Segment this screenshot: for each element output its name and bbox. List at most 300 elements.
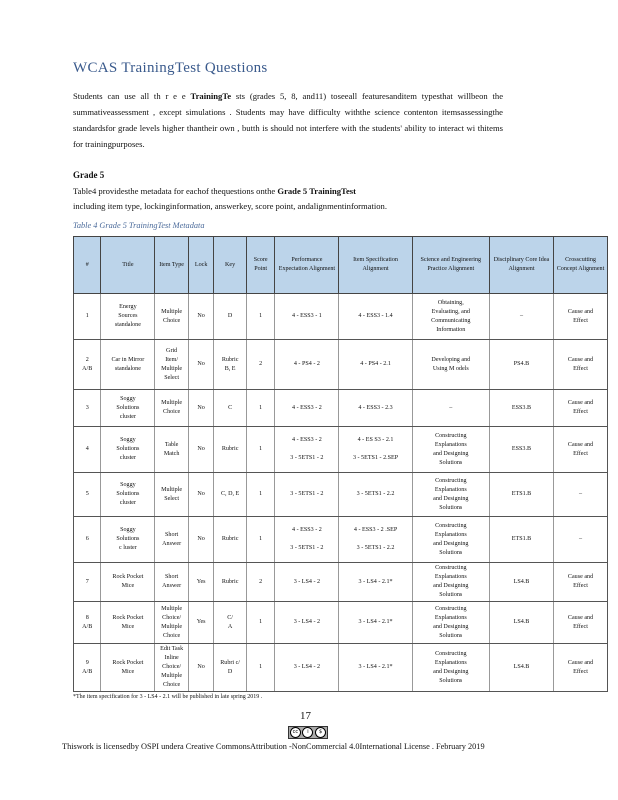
cell-text: Effect [573,317,588,324]
cell-text: Multiple [161,623,183,630]
table-cell-score [246,563,274,602]
page-title: WCAS TrainingTest Questions [73,60,268,76]
cell-text: 4 - ESS3 - 1 [292,313,322,319]
cell-text: No [197,536,205,542]
table-cell-pe [275,473,339,517]
table-intro-bold-text: Grade 5 TrainingTest [277,186,357,196]
cell-text: Solutions [439,459,463,466]
cell-text: Solutions [439,592,463,598]
cell-text: Cause and [567,308,594,315]
cell-text: – [578,491,583,497]
table-cell-title [101,294,155,340]
cell-text: Yes [196,578,206,585]
table-cell-key [214,517,247,563]
table-cell-title [101,390,155,427]
cell-text: 2 [259,578,263,585]
cell-text: D [227,668,233,675]
grade-heading: Grade 5 [73,170,105,180]
cell-text: No [197,446,205,452]
cell-text: 3 - LS4 - 2 [293,578,321,585]
table-cell-lock [188,294,213,340]
cell-text: Sources [118,313,138,319]
cell-text: Multiple [161,605,183,612]
table-cell-num [74,294,101,340]
cell-text: standalone [114,365,141,372]
cell-text: Explanations [434,531,467,538]
intro-text-2: sts (grades 5, 8, and11) toseeall featuresanditem typesthat willbeon the summativeassessment , except simulations . Students may have difficulty withthe science contenton itemsassessingthe standardsfor grade levels higher thantheir own , butth is should not interfere with the students' ability to interact wi thitems for trainingpurposes. [73,91,504,149]
cell-text: Short [165,531,179,538]
table-cell-spec [339,294,412,340]
table-header-row [74,237,608,294]
table-header-cell: Key [214,237,247,294]
table-header-cell: Score Point [246,237,274,294]
cell-text: Rubric [221,356,239,363]
cell-text: cluster [119,413,137,420]
cell-text: Cause and [567,356,594,363]
table-cell-pe [275,644,339,692]
table-cell-title [101,602,155,644]
cell-text: Multiple [161,400,183,406]
cell-text: Select [164,374,180,381]
table-cell-key [214,427,247,473]
table-cell-sep [412,517,489,563]
cell-text: Choice [163,317,181,324]
cell-text: Choice [163,682,181,688]
cell-text: Explanations [434,614,467,621]
cell-text: and Designing [433,495,469,502]
cell-text: 4 - PS4 - 2 [293,361,320,367]
cell-text: Multiple [161,308,183,315]
table-cell-key [214,294,247,340]
table-cell-dci [489,294,553,340]
cell-text: Cause and [567,574,594,580]
table-cell-lock [188,390,213,427]
cell-text: Grid [166,347,178,354]
table-cell-ccc [554,340,608,390]
table-cell-title [101,340,155,390]
cell-text: A/B [82,668,93,675]
cell-text: 1 [259,664,263,670]
cell-text: 6 [85,536,89,542]
cell-text: ESS3.B [511,404,532,411]
table-cell-num [74,644,101,692]
cc-icon: cc [290,727,301,738]
cell-text: ETS1.B [511,491,532,497]
intro-text-1: Students can use all th r e e [73,91,191,101]
cell-text: Solutions [439,504,463,511]
cell-text: D [227,313,233,319]
cell-text: Multiple [161,486,183,493]
cell-text: 4 - ESS3 - 2 .SEP [353,527,398,533]
table-cell-ccc [554,517,608,563]
table-header-cell: Item Type [155,237,189,294]
table-cell-num [74,517,101,563]
cell-text: Short [165,574,179,580]
table-cell-spec [339,644,412,692]
cell-text: Information [436,326,466,333]
table-cell-title [101,427,155,473]
cell-text: Solutions [439,549,463,556]
table-cell-key [214,390,247,427]
cell-text: PS4.B [513,361,530,367]
cell-text: Soggy [120,527,136,533]
table-row [74,473,608,517]
table-cell-ccc [554,602,608,644]
cell-text: 3 - LS4 - 2 [293,664,321,670]
cell-text: Mice [121,668,135,675]
table-cell-title [101,473,155,517]
cell-text: 4 - ESS3 - 1.4 [358,313,393,319]
cell-text: Rubric [221,536,239,542]
table-cell-key [214,340,247,390]
table-cell-type [155,390,189,427]
table-cell-sep [412,644,489,692]
cell-text: 3 - 5ETS1 - 2.SEP [352,455,399,461]
cell-text: Explanations [434,659,467,666]
table-cell-ccc [554,294,608,340]
cell-text: Solutions [116,446,140,452]
attribution-icon: i [302,727,313,738]
cell-text: Edit Task [160,646,184,652]
cell-text: and Designing [433,540,469,547]
table-intro-text-2: including item type, lockinginformation, answerkey, score point, andalignmentinformation. [73,201,387,211]
table-cell-num [74,427,101,473]
table-cell-dci [489,390,553,427]
table-cell-num [74,390,101,427]
cell-text: Rubri c/ [220,659,241,666]
cell-text: 3 - LS4 - 2 [293,619,321,625]
table-cell-title [101,517,155,563]
table-cell-score [246,340,274,390]
table-header-cell: Lock [188,237,213,294]
table-row [74,563,608,602]
cell-text: C, D, E [220,491,240,497]
cell-text: Obtaining, [437,299,464,306]
table-cell-sep [412,390,489,427]
table-row [74,517,608,563]
table-body [74,294,608,692]
table-cell-spec [339,427,412,473]
table-header-cell: # [74,237,101,294]
cell-text: LS4.B [513,664,530,670]
table-cell-spec [339,390,412,427]
cell-text: 5 [85,491,89,497]
cell-text: No [197,313,205,319]
table-intro-paragraph [73,184,483,214]
table-cell-num [74,602,101,644]
cell-text: Item/ [165,356,179,363]
cell-text: 3 - 5ETS1 - 2 [290,545,324,551]
cell-text: ETS1.B [511,536,532,542]
cell-text: and Designing [433,668,469,675]
cell-text: Solutions [116,491,140,497]
table-row [74,644,608,692]
cell-text: Developing and [431,356,471,363]
cell-text: Rubric [221,578,239,585]
table-cell-pe [275,294,339,340]
table-cell-pe [275,390,339,427]
table-header-cell: Disciplinary Core Idea Alignment [489,237,553,294]
cell-text: 4 - ESS3 - 2.3 [358,404,393,411]
table-cell-spec [339,563,412,602]
cell-text: Explanations [434,486,467,493]
cell-text: Effect [573,668,588,675]
table-cell-score [246,390,274,427]
cell-text: Effect [573,409,588,415]
page-number: 17 [300,710,311,722]
table-cell-score [246,427,274,473]
cell-text: 3 - LS4 - 2.1* [358,664,393,670]
cell-text: Constructing [435,477,467,484]
table-cell-lock [188,427,213,473]
cell-text: Choice [163,409,181,415]
cell-text: 4 - PS4 - 2.1 [360,361,391,367]
cell-text: Soggy [120,482,136,488]
cell-text: Using M odels [432,365,469,372]
table-cell-key [214,602,247,644]
cell-text: 4 [85,446,89,452]
cell-text: Cause and [567,614,594,621]
table-cell-dci [489,473,553,517]
table-cell-dci [489,602,553,644]
table-intro-text-1: Table4 providesthe metadata for eachof thequestions onthe [73,186,278,196]
table-cell-key [214,563,247,602]
table-header-cell: Item Specification Alignment [339,237,412,294]
cell-text: A [227,623,233,630]
table-cell-title [101,563,155,602]
cell-text: Rock Pocket [112,614,144,621]
cell-text: C [228,404,233,411]
cell-text: Effect [573,450,588,457]
table-cell-sep [412,427,489,473]
table-cell-key [214,473,247,517]
table-cell-type [155,294,189,340]
table-cell-score [246,644,274,692]
cell-text: 3 - 5ETS1 - 2.2 [356,545,395,551]
cell-text [277,445,336,454]
table-cell-pe [275,427,339,473]
cell-text: 2 [259,361,263,367]
cell-text: Answer [162,583,182,589]
table-cell-key [214,644,247,692]
cell-text: B, E [224,365,236,372]
table-cell-lock [188,563,213,602]
cell-text: Explanations [434,574,467,580]
cell-text: Constructing [435,605,467,612]
table-cell-lock [188,644,213,692]
table-cell-spec [339,340,412,390]
table-header-cell: Performance Expectation Alignment [275,237,339,294]
cell-text [341,445,409,454]
table-row [74,340,608,390]
cell-text: Choice/ [162,664,182,670]
cell-text [277,535,336,544]
table-row [74,294,608,340]
table-cell-ccc [554,427,608,473]
cell-text: 4 - ES S3 - 2.1 [357,437,394,443]
cell-text: ESS3.B [511,446,532,452]
cell-text: Select [164,495,180,502]
table-cell-sep [412,294,489,340]
cell-text: Cause and [567,441,594,448]
cell-text: A/B [82,623,93,630]
cell-text: Multiple [161,365,183,372]
cell-text: Table [164,441,179,448]
table-cell-sep [412,563,489,602]
cell-text: – [449,404,453,411]
cell-text: Energy [119,304,137,310]
cell-text: 4 - ESS3 - 2 [292,437,322,443]
cell-text: Effect [573,583,588,589]
cell-text: Solutions [439,677,463,684]
metadata-table [73,236,608,692]
cell-text: Inline [164,655,179,661]
table-cell-pe [275,602,339,644]
cell-text: 1 [259,446,263,452]
cell-text: Cause and [567,400,594,406]
table-cell-type [155,517,189,563]
cell-text: 4 - ESS3 - 2 [292,527,322,533]
cell-text: 3 - LS4 - 2.1* [358,578,393,585]
table-cell-score [246,473,274,517]
cell-text: and Designing [433,583,469,589]
cell-text: Constructing [435,522,467,529]
table-cell-num [74,340,101,390]
cell-text: 8 [85,614,89,621]
table-header-cell: Crosscutting Concept Alignment [554,237,608,294]
cell-text: and Designing [433,623,469,630]
cell-text: cluster [119,455,137,461]
table-row [74,602,608,644]
noncommercial-icon: $ [315,727,326,738]
table-cell-type [155,563,189,602]
cell-text: Rock Pocket [112,659,144,666]
table-cell-type [155,427,189,473]
table-caption: Table 4 Grade 5 TrainingTest Metadata [73,221,205,230]
cell-text: 2 [85,356,89,363]
table-row [74,390,608,427]
table-cell-pe [275,517,339,563]
cell-text: Constructing [435,565,467,571]
cell-text: Explanations [434,441,467,448]
cell-text: and Designing [433,450,469,457]
cell-text: Mice [121,623,135,630]
table-cell-num [74,563,101,602]
cell-text: Solutions [439,632,463,639]
table-cell-dci [489,563,553,602]
table-cell-type [155,340,189,390]
table-cell-score [246,294,274,340]
intro-paragraph [73,88,503,152]
cell-text: Effect [573,365,588,372]
cell-text: 1 [259,619,263,625]
table-header-cell: Title [101,237,155,294]
table-cell-num [74,473,101,517]
cell-text: Soggy [120,395,136,402]
cell-text: Rubric [221,446,239,452]
table-cell-spec [339,473,412,517]
cell-text: 7 [85,578,89,585]
table-cell-ccc [554,473,608,517]
cell-text: 3 - 5ETS1 - 2.2 [356,491,395,497]
cell-text: 1 [259,404,263,411]
cell-text: Soggy [120,437,136,443]
table-cell-pe [275,563,339,602]
cell-text: 1 [259,536,263,542]
cell-text: c luster [119,545,137,551]
table-cell-lock [188,340,213,390]
cell-text [341,535,409,544]
cell-text: – [578,536,583,542]
cell-text: Constructing [435,432,467,439]
cell-text: Match [163,450,180,457]
cell-text: 3 [85,404,89,411]
cell-text: Car in Mirror [111,356,145,363]
table-cell-sep [412,602,489,644]
table-cell-lock [188,517,213,563]
cell-text: No [197,491,205,497]
table-cell-sep [412,340,489,390]
cell-text: A/B [82,365,93,372]
cell-text: 1 [85,313,89,319]
cell-text: Multiple [161,673,183,679]
cell-text: C/ [227,614,233,621]
table-cell-title [101,644,155,692]
table-cell-lock [188,473,213,517]
table-cell-dci [489,644,553,692]
cell-text: No [197,664,205,670]
cell-text: Effect [573,623,588,630]
cell-text: cluster [119,500,137,506]
table-cell-spec [339,517,412,563]
table-cell-type [155,473,189,517]
cell-text: Cause and [567,659,594,666]
intro-bold-text: TrainingTe [190,91,232,101]
cell-text: LS4.B [513,578,530,585]
cell-text: No [197,404,205,411]
cell-text: Mice [121,583,135,589]
cell-text: 3 - 5ETS1 - 2 [290,455,324,461]
table-cell-type [155,602,189,644]
creative-commons-badge-icon [288,726,328,739]
cell-text: Yes [196,619,206,625]
cell-text: No [197,361,205,367]
cell-text: Solutions [116,404,140,411]
cell-text: 3 - LS4 - 2.1* [358,619,393,625]
cell-text: Choice/ [162,614,182,621]
table-cell-sep [412,473,489,517]
table-cell-dci [489,517,553,563]
table-cell-score [246,602,274,644]
table-cell-ccc [554,563,608,602]
cell-text: 1 [259,491,263,497]
table-cell-dci [489,340,553,390]
table-cell-type [155,644,189,692]
cell-text: LS4.B [513,619,530,625]
table-cell-ccc [554,644,608,692]
table-cell-pe [275,340,339,390]
cell-text: standalone [114,322,141,328]
license-text: Thiswork is licensedby OSPI undera Creative CommonsAttribution -NonCommercial 4.0International License . February 2019 [62,742,485,751]
cell-text: Evaluating, and [431,308,470,315]
cell-text: Choice [163,632,181,639]
cell-text: 4 - ESS3 - 2 [292,404,322,411]
cell-text: Communicating [431,317,471,324]
table-cell-spec [339,602,412,644]
table-cell-lock [188,602,213,644]
cell-text: Answer [162,540,182,547]
cell-text: – [519,313,524,319]
